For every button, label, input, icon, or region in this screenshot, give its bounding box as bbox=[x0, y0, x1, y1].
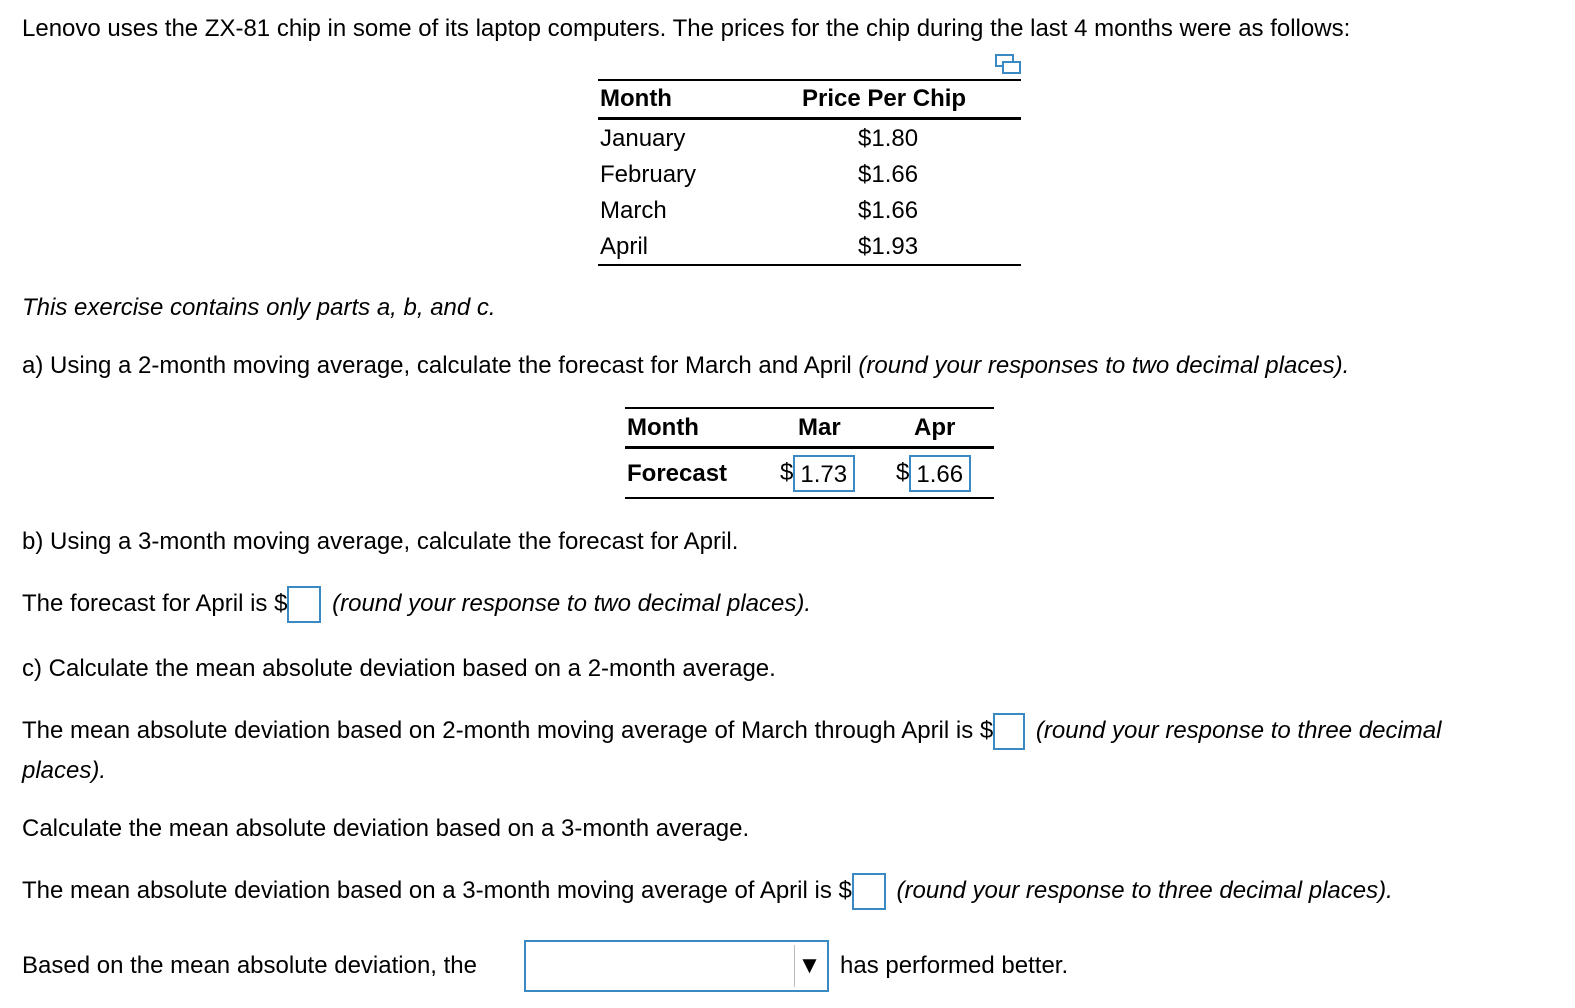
mad-2month-line bbox=[22, 713, 1441, 750]
part-b-question: b) Using a 3-month moving average, calculate the forecast for April. bbox=[22, 528, 739, 555]
forecast-apr-cell bbox=[896, 455, 971, 492]
mad-2month-prefix: The mean absolute deviation based on 2-month moving average of March through April is $ bbox=[22, 716, 994, 744]
price-table-header-price: Price Per Chip bbox=[802, 85, 967, 112]
part-b-answer-prefix: The forecast for April is $ bbox=[22, 589, 288, 617]
forecast-april-3month-input[interactable] bbox=[287, 586, 321, 623]
exercise-note: This exercise contains only parts a, b, and c. bbox=[22, 294, 496, 321]
forecast-table-col-apr: Apr bbox=[914, 414, 956, 441]
price-row-price: $1.80 bbox=[858, 125, 919, 152]
part-c-question-2: Calculate the mean absolute deviation based on a 3-month average. bbox=[22, 815, 750, 842]
forecast-mar-cell bbox=[780, 455, 855, 492]
price-row-month: January bbox=[600, 125, 686, 152]
mad-2month-hint-cont: places). bbox=[22, 757, 107, 784]
conclusion-prefix: Based on the mean absolute deviation, the bbox=[22, 952, 477, 979]
currency-symbol: $ bbox=[780, 458, 794, 486]
part-a-text: a) Using a 2-month moving average, calculate the forecast for March and April bbox=[22, 352, 859, 379]
mad-2month-input[interactable] bbox=[993, 713, 1025, 750]
forecast-table-forecast-label: Forecast bbox=[627, 460, 728, 487]
price-row-month: April bbox=[600, 233, 649, 260]
mad-2month-hint: (round your response to three decimal bbox=[1035, 716, 1442, 744]
intro-text: Lenovo uses the ZX-81 chip in some of its laptop computers. The prices for the chip during the last 4 months were as follows: bbox=[22, 15, 1351, 42]
forecast-table-col-mar: Mar bbox=[798, 414, 841, 441]
part-a-question bbox=[22, 352, 1349, 380]
mad-3month-line bbox=[22, 873, 1393, 910]
forecast-apr-input[interactable]: 1.66 bbox=[909, 455, 971, 492]
copy-icon[interactable] bbox=[994, 53, 1022, 75]
mad-3month-hint: (round your response to three decimal places). bbox=[896, 876, 1393, 904]
price-row-month: March bbox=[600, 197, 667, 224]
currency-symbol: $ bbox=[896, 458, 910, 486]
forecast-mar-input[interactable]: 1.73 bbox=[793, 455, 855, 492]
forecast-table-month-label: Month bbox=[627, 414, 699, 441]
price-row-price: $1.93 bbox=[858, 233, 919, 260]
mad-3month-input[interactable] bbox=[852, 873, 886, 910]
price-row-price: $1.66 bbox=[858, 161, 919, 188]
price-row-month: February bbox=[600, 161, 697, 188]
mad-3month-prefix: The mean absolute deviation based on a 3-month moving average of April is $ bbox=[22, 876, 852, 904]
method-select[interactable] bbox=[524, 940, 829, 992]
dropdown-arrow-icon[interactable]: ▼ bbox=[794, 945, 824, 987]
price-table-header-month: Month bbox=[600, 85, 672, 112]
part-b-hint: (round your response to two decimal places). bbox=[332, 589, 812, 617]
part-a-hint: (round your responses to two decimal places). bbox=[858, 352, 1350, 379]
price-row-price: $1.66 bbox=[858, 197, 919, 224]
conclusion-suffix: has performed better. bbox=[840, 952, 1069, 979]
part-c-question: c) Calculate the mean absolute deviation based on a 2-month average. bbox=[22, 655, 776, 682]
part-b-answer-line bbox=[22, 586, 811, 623]
